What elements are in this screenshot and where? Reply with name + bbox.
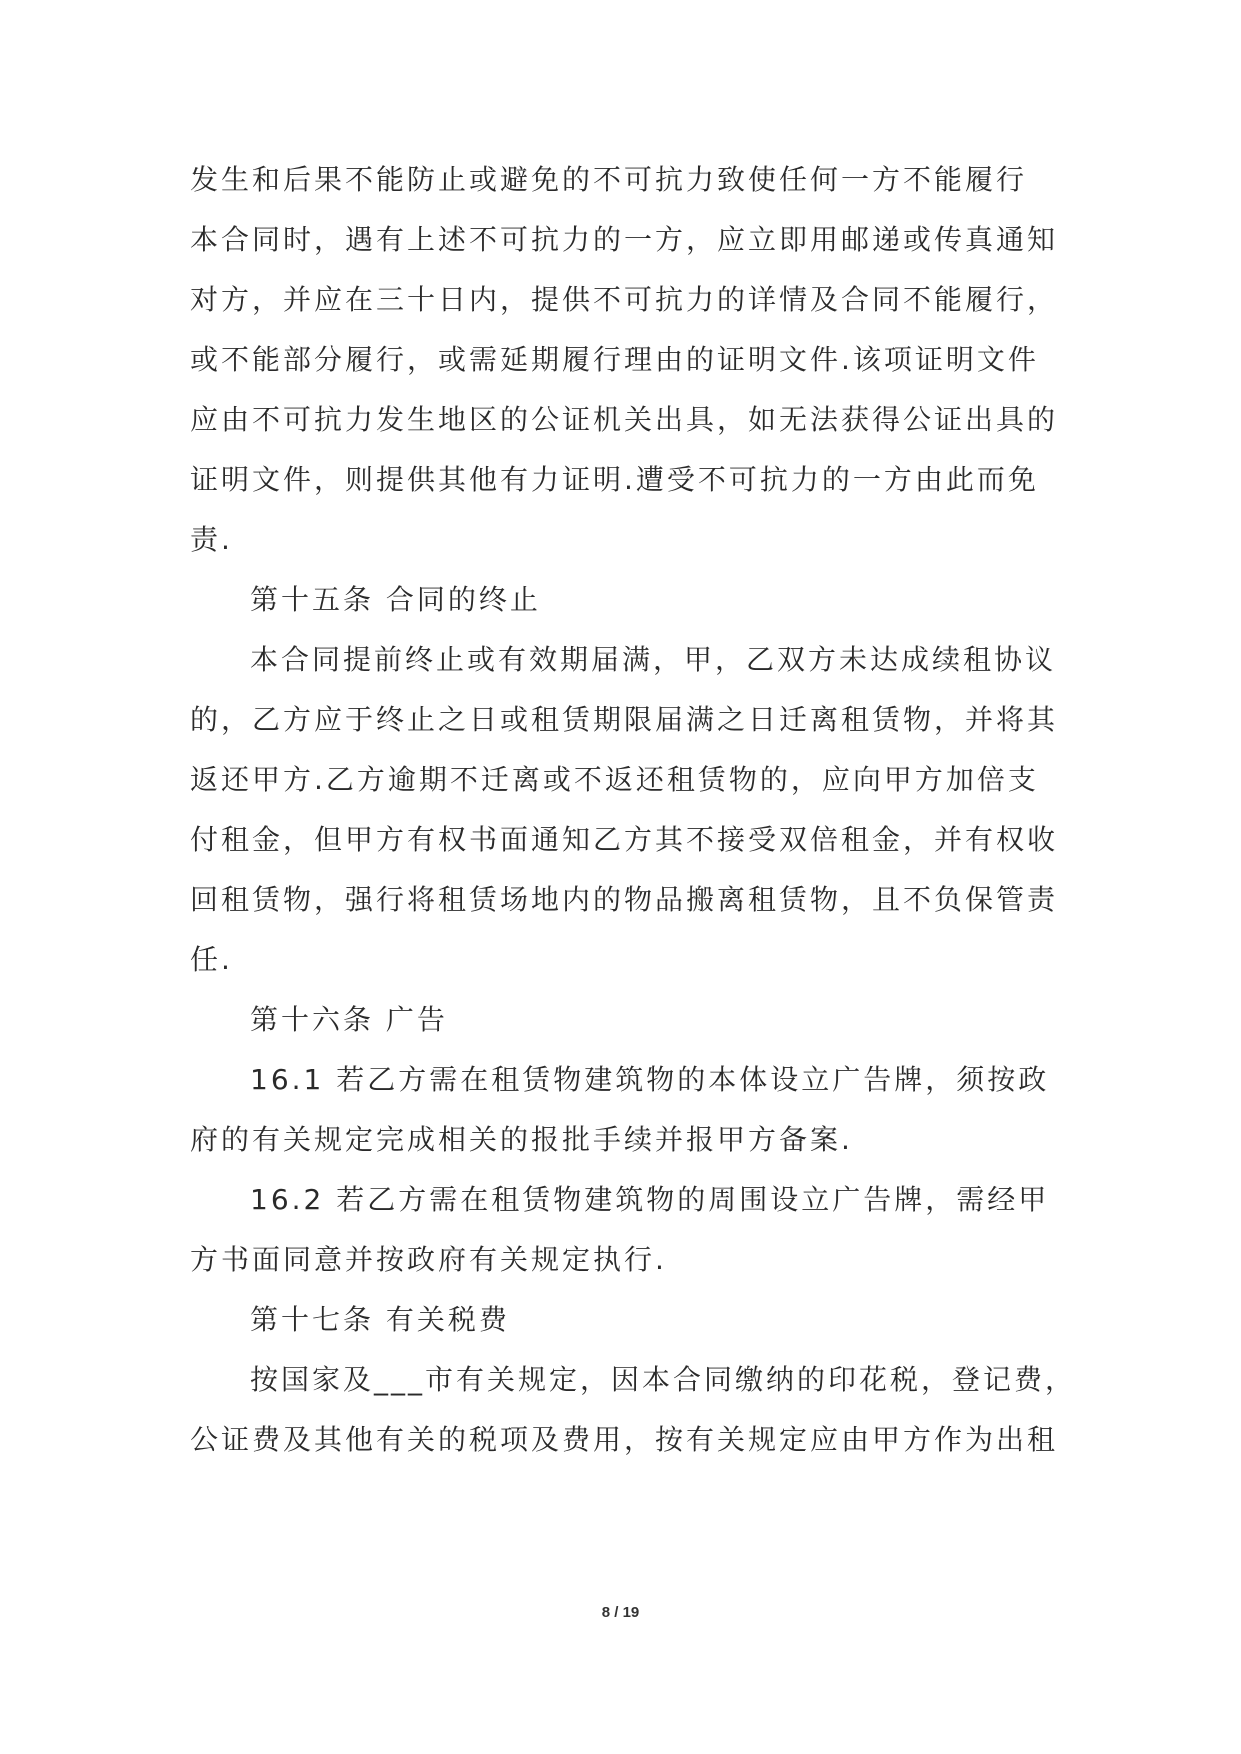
- text-line: 本合同时，遇有上述不可抗力的一方，应立即用邮递或传真通知: [190, 223, 1059, 256]
- clause-16-1: 16.1 若乙方需在租赁物建筑物的本体设立广告牌，须按政: [250, 1063, 1050, 1096]
- text-line: 按国家及___市有关规定，因本合同缴纳的印花税，登记费，: [250, 1363, 1077, 1396]
- text-line: 责.: [190, 523, 233, 556]
- text-line: 发生和后果不能防止或避免的不可抗力致使任何一方不能履行: [190, 163, 1028, 196]
- text-line: 府的有关规定完成相关的报批手续并报甲方备案.: [190, 1123, 853, 1156]
- text-line: 公证费及其他有关的税项及费用，按有关规定应由甲方作为出租: [190, 1423, 1059, 1456]
- section-heading-17: 第十七条 有关税费: [250, 1303, 510, 1336]
- page-number: 8 / 19: [601, 1604, 640, 1621]
- text-line: 对方，并应在三十日内，提供不可抗力的详情及合同不能履行，: [190, 283, 1059, 316]
- section-heading-15: 第十五条 合同的终止: [250, 583, 541, 616]
- text-line: 证明文件，则提供其他有力证明.遭受不可抗力的一方由此而免: [190, 463, 1039, 496]
- text-line: 或不能部分履行，或需延期履行理由的证明文件.该项证明文件: [190, 343, 1039, 376]
- text-line: 回租赁物，强行将租赁场地内的物品搬离租赁物，且不负保管责: [190, 883, 1059, 916]
- text-line: 方书面同意并按政府有关规定执行.: [190, 1243, 667, 1276]
- text-line: 返还甲方.乙方逾期不迁离或不返还租赁物的，应向甲方加倍支: [190, 763, 1039, 796]
- text-line: 本合同提前终止或有效期届满，甲，乙双方未达成续租协议: [250, 643, 1057, 676]
- text-line: 的，乙方应于终止之日或租赁期限届满之日迁离租赁物，并将其: [190, 703, 1059, 736]
- text-line: 应由不可抗力发生地区的公证机关出具，如无法获得公证出具的: [190, 403, 1059, 436]
- text-line: 任.: [190, 943, 233, 976]
- clause-16-2: 16.2 若乙方需在租赁物建筑物的周围设立广告牌，需经甲: [250, 1183, 1050, 1216]
- section-heading-16: 第十六条 广告: [250, 1003, 448, 1036]
- text-line: 付租金，但甲方有权书面通知乙方其不接受双倍租金，并有权收: [190, 823, 1059, 856]
